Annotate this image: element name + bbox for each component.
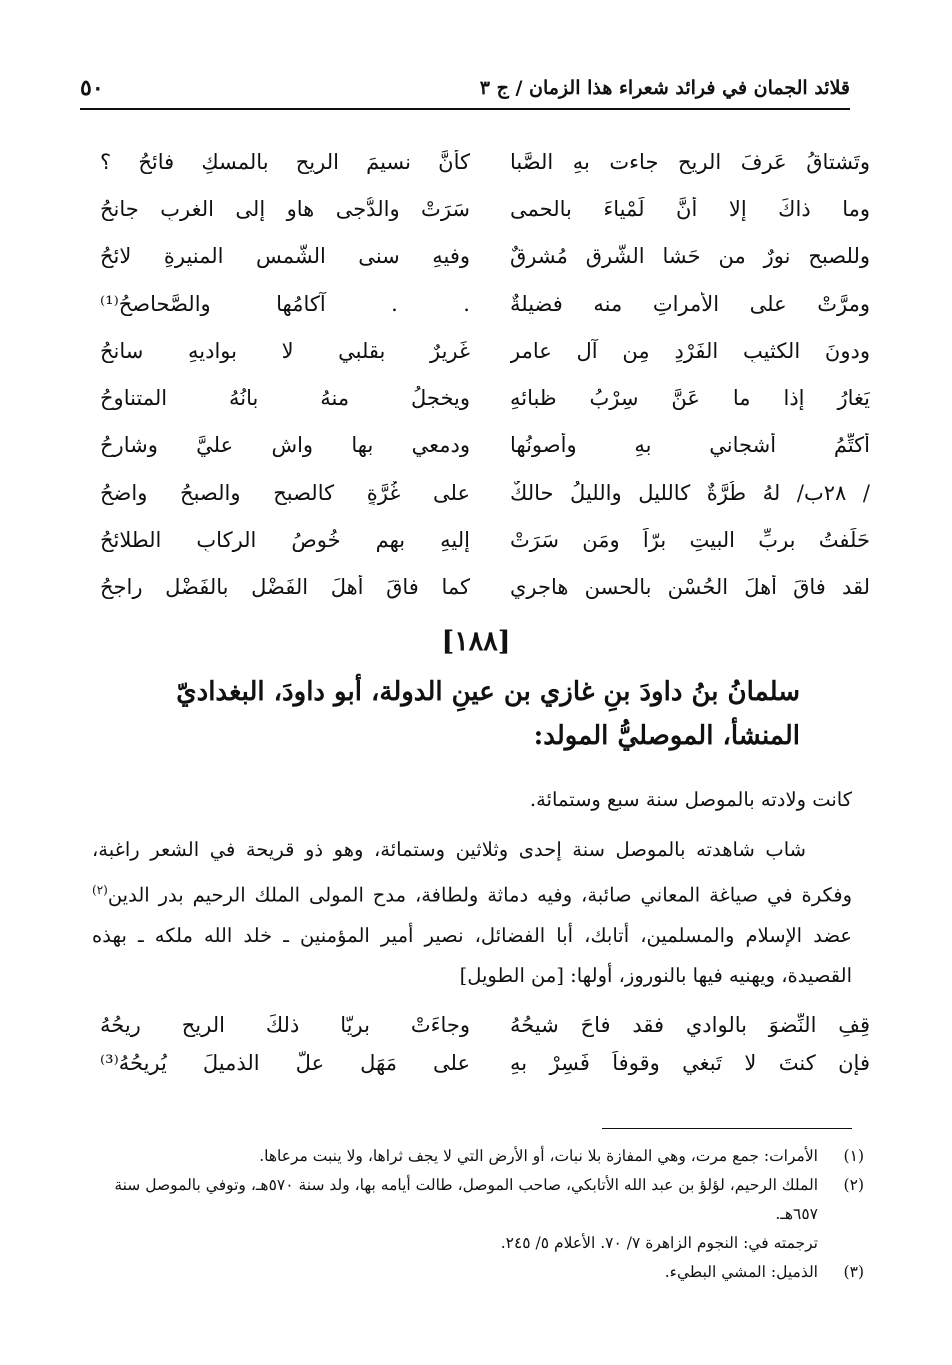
verse-second-hemistich: وجاءَتْ بريّا ذلكَ الريحِ ريحُهُ [100, 1013, 470, 1037]
biography-paragraph [92, 830, 852, 996]
verse-second-hemistich: على مَهَلٍ علَّ الذميلَ يُريحُهُ⁽³⁾ [100, 1051, 470, 1075]
verse [100, 185, 870, 232]
verse [100, 422, 870, 469]
entry-number: [١٨٨] [441, 626, 511, 657]
biography-text-a: شاب شاهدته بالموصل سنة إحدى وثلاثين وستمائة، وهو ذو قريحة في الشعر راغبة، وفكرة في صياغة المعاني صائبة، وفيه دماثة ولطافة، مدح المولى الملك الرحيم بدر الدين [92, 838, 852, 907]
footnote-number: (٣) [843, 1263, 864, 1281]
verse-second-hemistich: كأنَّ نسيمَ الريحِ بالمسكِ فائحُ ؟ [100, 149, 470, 174]
page-number: ٥٠ [80, 75, 104, 101]
verse-first-hemistich: لقد فاقَ أهلَ الحُسْنِ بالحسنِ هاجري [510, 575, 870, 600]
verse-second-hemistich: وفيهِ سنى الشَّمسِ المنيرةِ لائحُ [100, 244, 470, 269]
verse [100, 138, 870, 185]
verse-second-hemistich: ودمعي بها واشٍ عليَّ وشارحُ [100, 433, 470, 458]
verse-second-hemistich: إليهِ بهم خُوصُ الركابِ الطلائحُ [100, 528, 470, 553]
footnote-text: ترجمته في: النجوم الزاهرة ٧/ ٧٠. الأعلام ٥/ ٢٤٥. [500, 1234, 818, 1252]
verse [100, 1044, 870, 1082]
verse-first-hemistich: أُكتِّمُ أشجاني بهِ وأصونُها [510, 433, 870, 458]
verse-second-hemistich: كما فاقَ أهلَ الفَضْلِ بالفَضْلِ راجحُ [100, 575, 470, 600]
footnote [94, 1229, 864, 1258]
verse-first-hemistich: ومرَّتْ على الأمراتِ منه فضيلةٌ [510, 291, 870, 316]
poem-bottom [100, 1006, 870, 1082]
entry-title-line-1: سلمانُ بنُ داودَ بنِ غازي بن عينِ الدولة، أبو داودَ، البغداديّ [176, 677, 800, 707]
footnote-text: الذميل: المشي البطيء. [664, 1263, 818, 1281]
poem-top [100, 138, 870, 611]
verse-first-hemistich: وما ذاكَ إلا أنَّ لَمْياءَ بالحمى [510, 196, 870, 221]
verse-second-hemistich: على غُرَّةٍ كالصبحِ والصبحُ واضحُ [100, 480, 470, 505]
verse [100, 1006, 870, 1044]
verse-first-hemistich: وتَشتاقُ عَرفَ الريحِ جاءت بهِ الصَّبا [510, 149, 870, 174]
footnote-number [818, 1229, 864, 1258]
running-header [80, 68, 850, 110]
verse [100, 327, 870, 374]
birth-paragraph: كانت ولادته بالموصل سنة سبع وستمائة. [529, 788, 852, 811]
verse-first-hemistich: وللصبحِ نورٌ من حَشا الشَّرقِ مُشرِقٌ [510, 244, 870, 269]
verse-first-hemistich: حَلَفتُ بربِّ البيتِ برّاً ومَن سَرَتْ [510, 528, 870, 553]
footnote-divider [602, 1128, 852, 1129]
biography-text-b: عضد الإسلام والمسلمين، أتابك، أبا الفضائل، نصير أمير المؤمنين ـ خلد الله ملكه ـ بهذه القصيدة، ويهنيه فيها بالنوروز، أولها: [من الطويل] [92, 923, 852, 987]
verse [100, 516, 870, 563]
verse-second-hemistich: سَرَتْ والدُّجى هاوٍ إلى الغربِ جانحُ [100, 196, 470, 221]
footnote-text: الملك الرحيم، لؤلؤ بن عبد الله الأتابكي، صاحب الموصل، طالت أيامه بها، ولد سنة ٥٧٠هـ، وتوفي بالموصل سنة ٦٥٧هـ. [114, 1176, 818, 1223]
verse [100, 374, 870, 421]
verse-first-hemistich: يَغارُ إذا ما عَنَّ سِرْبُ ظبائهِ [510, 386, 870, 411]
verse [100, 469, 870, 516]
footnotes [94, 1142, 864, 1287]
footnote [94, 1258, 864, 1287]
footnote [94, 1171, 864, 1229]
verse-first-hemistich: / ٢٨ب/ لهُ طُرَّةٌ كالليلِ والليلُ حالكٌ [510, 480, 870, 505]
footnote-number: (١) [843, 1147, 864, 1165]
footnote-text: الأمرات: جمع مرت، وهي المفازة بلا نبات، أو الأرض التي لا يجف ثراها، ولا ينبت مرعاها. [259, 1147, 818, 1165]
verse-first-hemistich: قِفِ النِّضوَ بالوادي فقد فاحَ شيحُهُ [510, 1013, 870, 1037]
verse-second-hemistich: غَريرٌ بقلبي لا بواديهِ سانحُ [100, 338, 470, 363]
footnote-number: (٢) [843, 1176, 864, 1194]
verse [100, 233, 870, 280]
footnote-ref: (٢) [92, 883, 108, 897]
verse-second-hemistich: . . آكامُها والصَّحاصحُ⁽¹⁾ [100, 291, 470, 316]
entry-title-line-2: المنشأ، الموصليُّ المولد: [533, 721, 800, 751]
verse [100, 280, 870, 327]
verse-first-hemistich: ودونَ الكثيبِ الفَرْدِ مِن آلِ عامرٍ [510, 338, 870, 363]
running-title: قلائد الجمان في فرائد شعراء هذا الزمان / ج ٣ [479, 77, 850, 99]
verse-first-hemistich: فإن كنتَ لا تَبغي وقوفاً فَسِرْ بهِ [510, 1051, 870, 1075]
verse [100, 564, 870, 611]
entry-heading [160, 670, 800, 758]
footnote [94, 1142, 864, 1171]
verse-second-hemistich: ويخجلُ منهُ بانُهُ المتناوحُ [100, 386, 470, 411]
